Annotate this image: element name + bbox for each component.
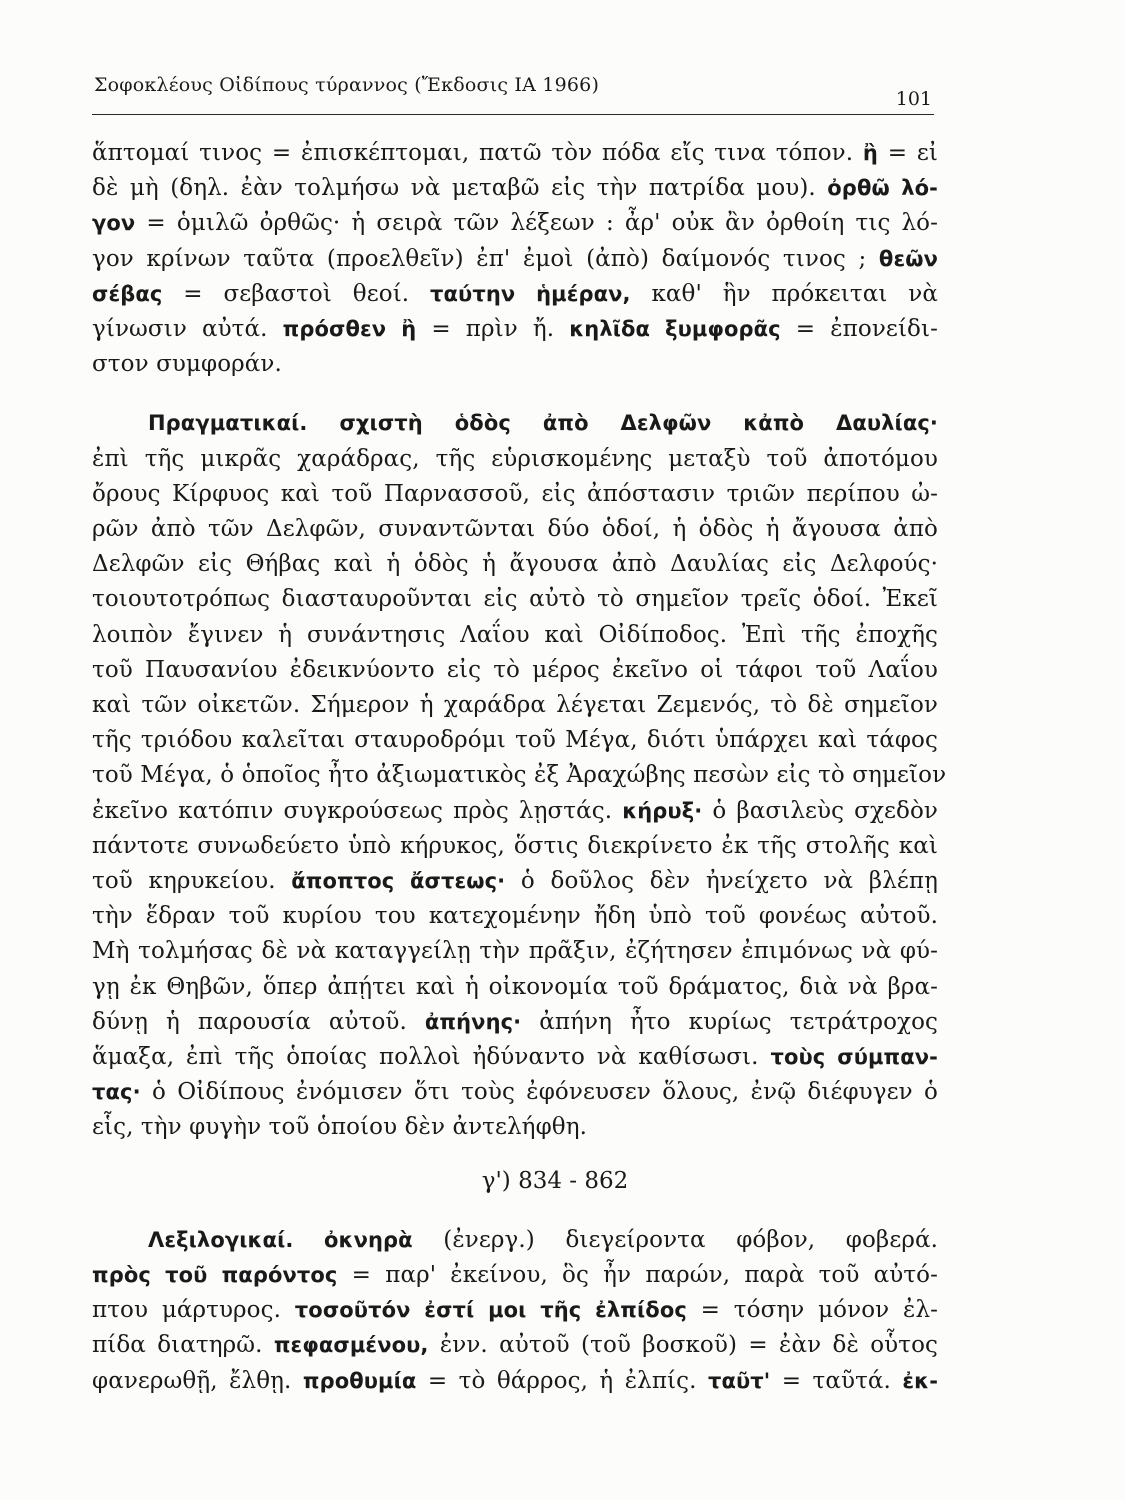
paragraph-gap bbox=[92, 1146, 938, 1164]
line-text: = σεβαστοὶ θεοί. bbox=[162, 280, 431, 307]
line-text: = ἐπονείδι- bbox=[780, 316, 938, 343]
text-line bbox=[92, 618, 938, 653]
line-text: γίνωσιν αὐτά. bbox=[92, 316, 283, 343]
line-text: = ὁμιλῶ ὀρθῶς· ἡ σειρὰ τῶν λέξεων : ἆρ' οὐκ ἂν ὀρθοίη τις λό- bbox=[135, 210, 938, 237]
text-line bbox=[92, 653, 938, 688]
text-line bbox=[92, 277, 938, 312]
line-text: πτου μάρτυρος. bbox=[92, 1297, 295, 1324]
text-line bbox=[92, 794, 938, 829]
line-text: = τόσην μόνον ἐλ- bbox=[686, 1297, 938, 1324]
line-text: ρῶν ἀπὸ τῶν Δελφῶν, συναντῶνται δύο ὁδοί, ἡ ὁδὸς ἡ ἄγουσα ἀπὸ bbox=[92, 516, 938, 543]
lemma-term: ταῦτ' bbox=[707, 1368, 771, 1393]
line-text: καὶ τῶν οἰκετῶν. Σήμερον ἡ χαράδρα λέγεται Ζεμενός, τὸ δὲ σημεῖον bbox=[92, 692, 938, 719]
lemma-term: θεῶν bbox=[878, 246, 938, 271]
text-line bbox=[92, 442, 938, 477]
lemma-term: σέβας bbox=[92, 281, 163, 306]
line-text: = ταῦτά. bbox=[770, 1367, 903, 1394]
lemma-term: Λεξιλογικαί. ὀκνηρὰ bbox=[148, 1227, 413, 1252]
line-text: λοιπὸν ἔγινεν ἡ συνάντησις Λαΐου καὶ Οἰδίποδος. Ἐπὶ τῆς ἐποχῆς bbox=[92, 621, 938, 648]
lemma-term: πεφασμένου, bbox=[273, 1333, 429, 1358]
line-text: γον κρίνων ταῦτα (προελθεῖν) ἐπ' ἐμοὶ (ἀπὸ) δαίμονός τινος ; bbox=[92, 245, 879, 272]
line-text: ἐπὶ τῆς μικρᾶς χαράδρας, τῆς εὑρισκομένης μεταξὺ τοῦ ἀποτόμου bbox=[92, 445, 938, 472]
text-line bbox=[92, 512, 938, 547]
running-title: Σοφοκλέους Οἰδίπους τύραννος (Ἔκδοσις ΙΑ 1966) bbox=[94, 74, 600, 96]
text-line bbox=[92, 1223, 938, 1258]
text-line bbox=[92, 1040, 938, 1075]
line-text: ὁ βασιλεὺς σχεδὸν bbox=[702, 797, 938, 824]
line-text: τοῦ κηρυκείου. bbox=[92, 868, 292, 895]
line-text: δύνῃ ἡ παρουσία αὐτοῦ. bbox=[92, 1008, 425, 1035]
text-line bbox=[92, 1005, 938, 1040]
line-text: εἷς, τὴν φυγὴν τοῦ ὁποίου δὲν ἀντελήφθη. bbox=[92, 1114, 588, 1141]
text-line bbox=[92, 312, 938, 347]
text-line bbox=[92, 899, 938, 934]
lemma-term: ἐκ- bbox=[902, 1368, 939, 1393]
line-text: γῃ ἐκ Θηβῶν, ὅπερ ἀπῄτει καὶ ἡ οἰκονομία τοῦ δράματος, διὰ νὰ βρα- bbox=[92, 973, 938, 1000]
line-text: τῆς τριόδου καλεῖται σταυροδρόμι τοῦ Μέγα, διότι ὑπάρχει καὶ τάφος bbox=[92, 727, 938, 754]
lemma-term: πρὸς τοῦ παρόντος bbox=[92, 1262, 338, 1287]
text-line bbox=[92, 1293, 938, 1328]
paragraph-gap bbox=[92, 382, 938, 406]
line-text: = πρὶν ἤ. bbox=[416, 316, 570, 343]
text-line bbox=[92, 406, 938, 441]
text-line bbox=[92, 758, 947, 793]
line-text: ὄρους Κίρφυος καὶ τοῦ Παρνασσοῦ, εἰς ἀπόστασιν τριῶν περίπου ὠ- bbox=[92, 480, 938, 507]
text-line bbox=[92, 1075, 938, 1110]
text-line bbox=[92, 864, 938, 899]
lemma-term: Πραγματικαί. σχιστὴ ὁδὸς ἀπὸ Δελφῶν κἀπὸ Δαυλίας· bbox=[148, 411, 938, 436]
text-line bbox=[92, 970, 938, 1005]
line-text: (ἐνεργ.) διεγείροντα φόβον, φοβερά. bbox=[412, 1226, 939, 1253]
line-text: καθ' ἣν πρόκειται νὰ bbox=[630, 280, 938, 307]
line-text: ἐκεῖνο κατόπιν συγκρούσεως πρὸς λῃστάς. bbox=[92, 797, 623, 824]
paragraph-lexical-notes bbox=[92, 136, 938, 382]
line-text: = εἰ bbox=[877, 140, 939, 166]
line-text: ἐνν. αὐτοῦ (τοῦ βοσκοῦ) = ἐὰν δὲ οὗτος bbox=[428, 1332, 938, 1359]
line-text: ὁ Οἰδίπους ἐνόμισεν ὅτι τοὺς ἐφόνευσεν ὅλους, ἐνῷ διέφυγεν ὁ bbox=[140, 1079, 938, 1106]
line-text: Μὴ τολμήσας δὲ νὰ καταγγείλῃ τὴν πρᾶξιν, ἐζήτησεν ἐπιμόνως νὰ φύ- bbox=[92, 938, 938, 965]
lemma-term: ταύτην ἡμέραν, bbox=[430, 281, 631, 306]
body-text bbox=[92, 136, 947, 1399]
text-line bbox=[92, 1110, 938, 1145]
text-line bbox=[92, 723, 938, 758]
text-line bbox=[92, 1258, 938, 1293]
line-text: τὴν ἕδραν τοῦ κυρίου του κατεχομένην ἤδη ὑπὸ τοῦ φονέως αὐτοῦ. bbox=[92, 903, 938, 930]
lemma-term: πρόσθεν ἢ bbox=[282, 317, 417, 342]
line-text: τοῦ Μέγα, ὁ ὁποῖος ἦτο ἀξιωματικὸς ἐξ Ἀραχώβης πεσὼν εἰς τὸ σημεῖον bbox=[92, 762, 947, 789]
paragraph-lexical-notes-2 bbox=[92, 1223, 938, 1399]
line-text: δὲ μὴ (δηλ. ἐὰν τολμήσω νὰ μεταβῶ εἰς τὴν πατρίδα μου). bbox=[92, 175, 828, 202]
line-text: πάντοτε συνωδεύετο ὑπὸ κήρυκος, ὅστις διεκρίνετο ἐκ τῆς στολῆς καὶ bbox=[92, 832, 938, 859]
lemma-term: τοὺς σύμπαν- bbox=[770, 1045, 938, 1070]
text-line bbox=[92, 934, 938, 969]
line-text: τοῦ Παυσανίου ἐδεικνύοντο εἰς τὸ μέρος ἐκεῖνο οἱ τάφοι τοῦ Λαΐου bbox=[92, 656, 938, 683]
line-text: στον συμφοράν. bbox=[92, 351, 282, 378]
page-header bbox=[92, 74, 934, 115]
text-line bbox=[92, 136, 938, 171]
line-text: = παρ' ἐκείνου, ὃς ἦν παρών, παρὰ τοῦ αὐτό- bbox=[337, 1261, 938, 1288]
lemma-term: ἀπήνης· bbox=[424, 1009, 522, 1034]
line-text: τοιουτοτρόπως διασταυροῦνται εἰς αὐτὸ τὸ σημεῖον τρεῖς ὁδοί. Ἐκεῖ bbox=[92, 586, 938, 613]
text-line bbox=[92, 206, 938, 241]
text-line bbox=[92, 688, 938, 723]
lemma-term: τας· bbox=[92, 1080, 141, 1105]
paragraph-factual-notes bbox=[92, 406, 947, 1145]
line-text: Δελφῶν εἰς Θήβας καὶ ἡ ὁδὸς ἡ ἄγουσα ἀπὸ Δαυλίας εἰς Δελφούς· bbox=[92, 551, 938, 578]
lemma-term: κήρυξ· bbox=[622, 798, 703, 823]
lemma-term: ἄποπτος ἄστεως· bbox=[291, 869, 506, 894]
lemma-term: κηλῖδα ξυμφορᾶς bbox=[569, 317, 781, 342]
lemma-term: τοσοῦτόν ἐστί μοι τῆς ἐλπίδος bbox=[294, 1298, 687, 1323]
line-text: ἅμαξα, ἐπὶ τῆς ὁποίας πολλοὶ ἠδύναντο νὰ καθίσωσι. bbox=[92, 1044, 771, 1071]
section-heading: γ') 834 - 862 bbox=[481, 1167, 629, 1194]
line-text: ὁ δοῦλος δὲν ἠνείχετο νὰ βλέπῃ bbox=[505, 868, 938, 895]
line-text: = τὸ θάρρος, ἡ ἐλπίς. bbox=[416, 1367, 708, 1394]
lemma-term: ἢ bbox=[862, 141, 878, 165]
text-line bbox=[92, 242, 938, 277]
line-text: φανερωθῇ, ἔλθῃ. bbox=[92, 1367, 303, 1394]
line-text: ἀπήνη ἦτο κυρίως τετράτροχος bbox=[521, 1008, 938, 1035]
line-text: ἅπτομαί τινος = ἐπισκέπτομαι, πατῶ τὸν πόδα εἴς τινα τόπον. bbox=[92, 140, 863, 166]
text-line bbox=[92, 477, 938, 512]
lemma-term: ὀρθῶ λό- bbox=[827, 176, 938, 201]
paragraph-gap bbox=[92, 1199, 938, 1223]
line-text: πίδα διατηρῶ. bbox=[92, 1332, 274, 1359]
page-number: 101 bbox=[895, 88, 932, 110]
text-line bbox=[92, 582, 938, 617]
lemma-term: γον bbox=[92, 211, 136, 236]
text-line bbox=[92, 829, 938, 864]
text-line bbox=[92, 171, 938, 206]
text-line bbox=[92, 547, 938, 582]
text-line bbox=[92, 1364, 938, 1399]
text-line bbox=[92, 1328, 938, 1363]
lemma-term: προθυμία bbox=[302, 1368, 417, 1393]
text-line bbox=[92, 347, 938, 382]
